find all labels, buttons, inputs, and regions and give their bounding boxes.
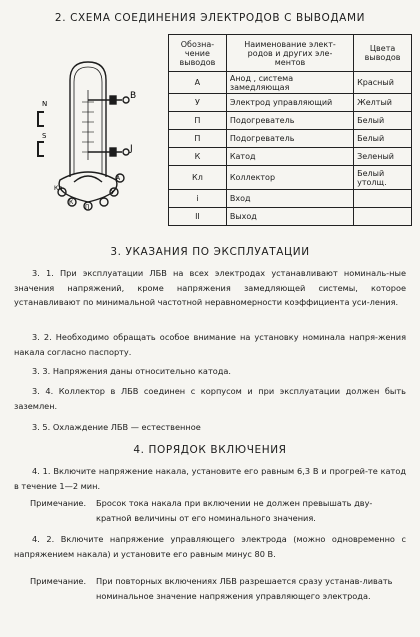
pin-color: Желтый	[354, 94, 412, 112]
table-row	[169, 94, 412, 112]
pin-p-label: П	[85, 204, 90, 211]
pin-name: Подогреватель	[226, 112, 353, 130]
paragraph-3-4: 3. 4. Коллектор в ЛБВ соединен с корпусом и при эксплуатации должен быть заземлен.	[14, 386, 406, 411]
pin-name: Катод	[226, 148, 353, 166]
paragraph-3-1: 3. 1. При эксплуатации ЛБВ на всех электродах устанавливают номиналь-ные значения напряжений, кроме напряжения замедляющей системы, которое устанавливают по минимальной частотной неравномерности коэффициента уси-ления.	[14, 268, 406, 307]
pin-symbol: П	[169, 130, 227, 148]
pin-color: Красный	[354, 72, 412, 94]
note-2-text: При повторных включениях ЛБВ разрешается сразу устанав-ливать номинальное значение напряжения управляющего электрода.	[96, 576, 393, 601]
pin-name: Подогреватель	[226, 130, 353, 148]
pin-name: Электрод управляющий	[226, 94, 353, 112]
output-label: В	[130, 91, 137, 101]
pin-color: Белый	[354, 130, 412, 148]
pin-color: Белый	[354, 112, 412, 130]
pin-a-label: А	[116, 175, 121, 182]
pin-table	[168, 34, 412, 226]
pin-y-label: У	[111, 189, 115, 196]
pin-color	[354, 190, 412, 208]
header-designation: Обозна- чение выводов	[169, 35, 227, 72]
table-row	[169, 166, 412, 190]
section-2-heading: 2. СХЕМА СОЕДИНЕНИЯ ЭЛЕКТРОДОВ С ВЫВОДАМИ	[54, 12, 366, 24]
section-3-heading: 3. УКАЗАНИЯ ПО ЭКСПЛУАТАЦИИ	[110, 246, 310, 258]
pin-symbol: А	[169, 72, 227, 94]
table-row	[169, 148, 412, 166]
note-1-text: Бросок тока накала при включении не должен превышать дву-кратной величины от его номинального значения.	[96, 498, 373, 523]
pin-symbol: i	[169, 190, 227, 208]
pin-k-label: К	[69, 199, 74, 206]
pin-symbol: Кл	[169, 166, 227, 190]
pin-table-header-row	[169, 35, 412, 72]
paragraph-4-2: 4. 2. Включите напряжение управляющего электрода (можно одновременно с напряжением накала) и установите его равным минус 80 В.	[14, 534, 406, 559]
note-1-label: Примечание.	[30, 498, 87, 508]
pin-symbol: II	[169, 208, 227, 226]
table-row	[169, 72, 412, 94]
table-row	[169, 130, 412, 148]
note-2-label: Примечание.	[30, 576, 87, 586]
header-color: Цвета выводов	[354, 35, 412, 72]
input-label: Ј	[130, 144, 133, 154]
table-row	[169, 208, 412, 226]
pin-symbol: К	[169, 148, 227, 166]
magnet-n-label: N	[42, 100, 48, 108]
pin-symbol: У	[169, 94, 227, 112]
magnet-s-label: S	[42, 132, 47, 140]
paragraph-3-5: 3. 5. Охлаждение ЛБВ — естественное	[32, 422, 201, 432]
pin-kl-label: Кл	[54, 185, 63, 192]
pin-name: Вход	[226, 190, 353, 208]
section-4-heading: 4. ПОРЯДОК ВКЛЮЧЕНИЯ	[133, 444, 287, 456]
pin-name: Выход	[226, 208, 353, 226]
pin-name: Анод , система замедляющая	[226, 72, 353, 94]
header-name: Наименование элект- родов и других эле- ментов	[226, 35, 353, 72]
paragraph-4-1: 4. 1. Включите напряжение накала, установите его равным 6,3 В и прогрей-те катод в течение 1—2 мин.	[14, 466, 406, 491]
pin-color: Зеленый	[354, 148, 412, 166]
paragraph-3-3: 3. 3. Напряжения даны относительно катода.	[32, 366, 232, 376]
table-row	[169, 112, 412, 130]
pin-color	[354, 208, 412, 226]
table-row	[169, 190, 412, 208]
pin-symbol: П	[169, 112, 227, 130]
tube-connection-diagram	[30, 52, 170, 212]
pin-color: Белый утолщ.	[354, 166, 412, 190]
pin-name: Коллектор	[226, 166, 353, 190]
paragraph-3-2: 3. 2. Необходимо обращать особое внимание на установку номинала напря-жения накала согласно паспорту.	[14, 332, 406, 357]
